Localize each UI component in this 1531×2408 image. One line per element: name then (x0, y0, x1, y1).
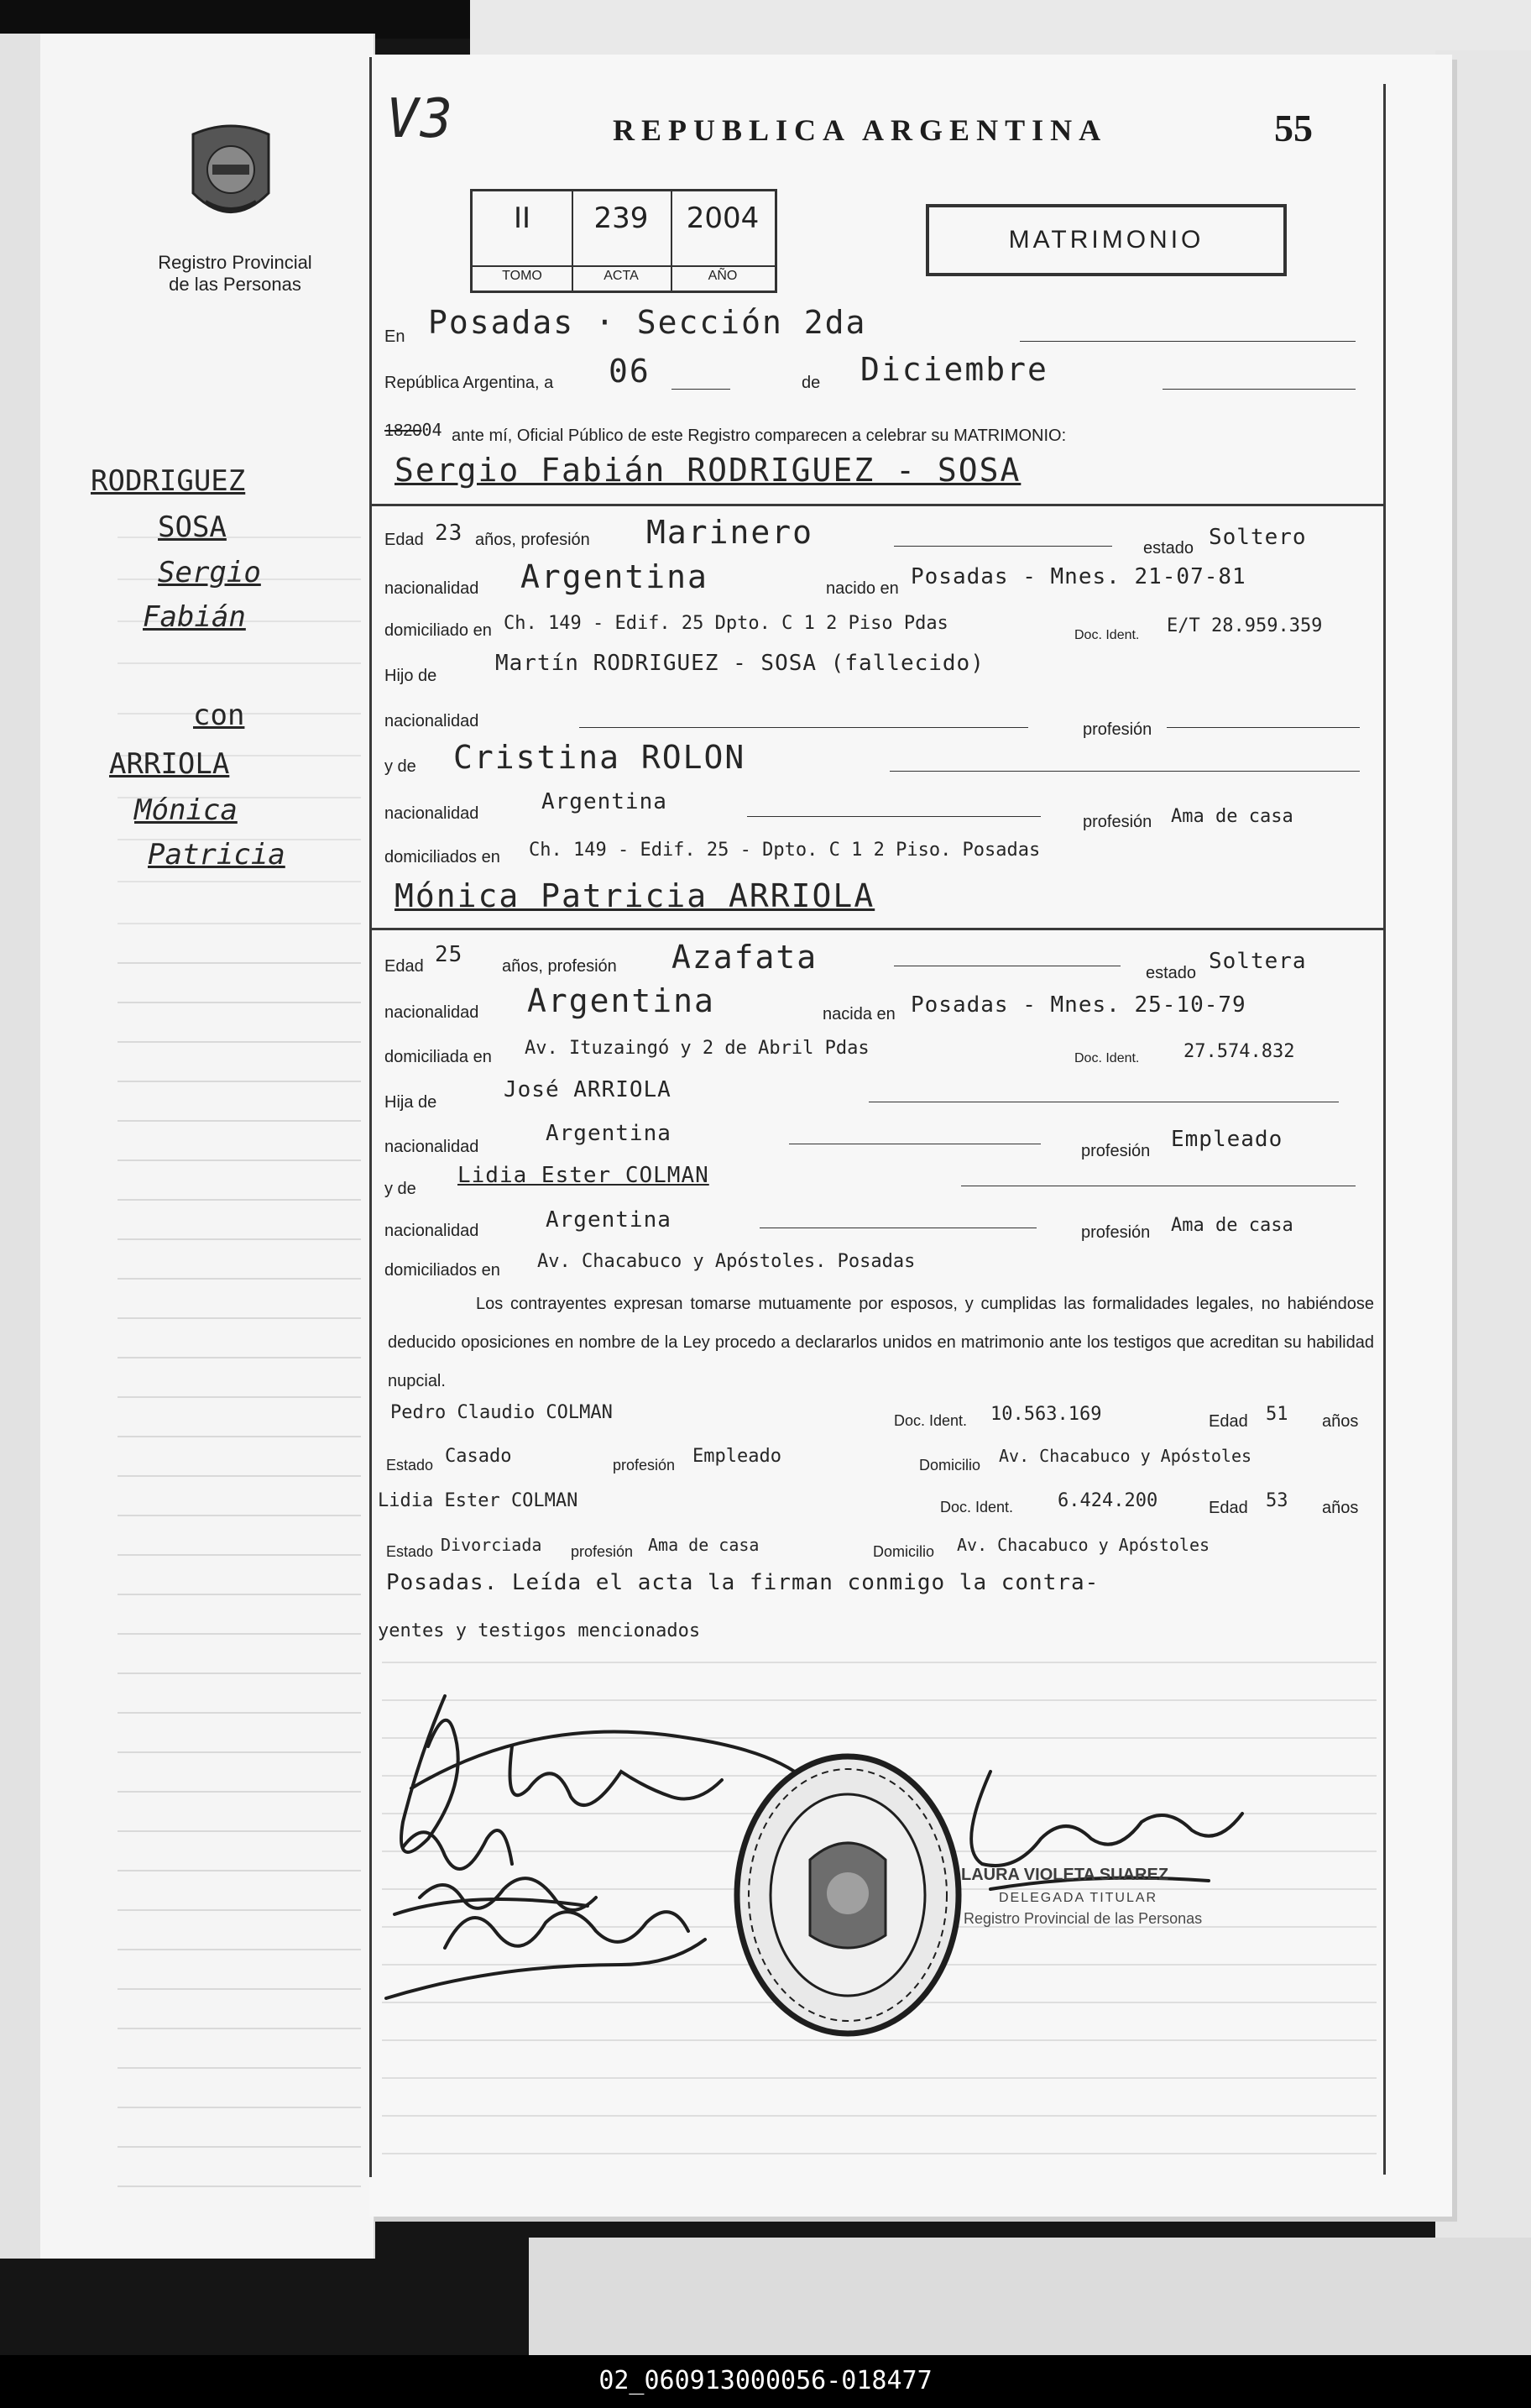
groom-estado-label: estado (1143, 539, 1194, 558)
groom-nacionalidad: Argentina (520, 558, 708, 595)
bride-doc-label: Doc. Ident. (1074, 1051, 1140, 1065)
witness1-doc-label: Doc. Ident. (894, 1412, 968, 1429)
day-line (671, 389, 730, 390)
bride-hija-label: Hija de (384, 1093, 437, 1112)
witness2-prof: Ama de casa (648, 1535, 760, 1555)
margin-bride-given-1: Mónica (134, 793, 238, 827)
groom-padres-dom-label: domiciliados en (384, 848, 500, 866)
bride-madre-prof-label: profesión (1081, 1223, 1151, 1242)
bride-nacida: Posadas - Mnes. 25-10-79 (911, 992, 1246, 1018)
margin-groom-given-1: Sergio (158, 556, 261, 589)
groom-hijo-label: Hijo de (384, 667, 437, 685)
official-name: LAURA VIOLETA SUAREZ (961, 1866, 1169, 1884)
bride-madre: Lidia Ester COLMAN (457, 1163, 709, 1188)
bride-nacida-label: nacida en (823, 1005, 896, 1023)
groom-estado: Soltero (1209, 525, 1307, 550)
tomo-acta-ano-box (470, 189, 777, 293)
margin-bride-surname: ARRIOLA (109, 747, 230, 781)
groom-madre-prof: Ama de casa (1171, 806, 1293, 827)
bride-doc: 27.574.832 (1184, 1041, 1295, 1062)
en-label: En (384, 327, 405, 346)
bride-estado-label: estado (1146, 964, 1197, 982)
closing-line-1: Posadas. Leída el acta la firman conmigo la contra- (386, 1570, 1100, 1595)
bride-padres-dom-label: domiciliados en (384, 1261, 500, 1280)
ano-value: 2004 (686, 202, 760, 235)
witness2-anos-label: años (1322, 1499, 1359, 1517)
day-field: 06 (609, 353, 651, 390)
groom-padre-prof-label: profesión (1083, 720, 1152, 739)
witness1-dom-label: Domicilio (919, 1457, 981, 1474)
ano-label: AÑO (671, 265, 775, 284)
witness1-dom: Av. Chacabuco y Apóstoles (999, 1446, 1252, 1466)
groom-padre: Martín RODRIGUEZ - SOSA (fallecido) (495, 651, 985, 676)
bride-profesion: Azafata (671, 939, 818, 976)
bride-divider (372, 928, 1383, 930)
registry-name: Registro Provincial de las Personas (158, 252, 312, 295)
official-stamp-icon (730, 1751, 965, 2040)
witness2-doc-label: Doc. Ident. (940, 1499, 1014, 1515)
groom-doc-label: Doc. Ident. (1074, 628, 1140, 642)
groom-madre-nac: Argentina (541, 789, 667, 814)
acta-value: 239 (593, 202, 649, 235)
country-title: REPUBLICA ARGENTINA (613, 113, 1108, 147)
year-label (384, 420, 442, 441)
bride-dom-label: domiciliada en (384, 1048, 492, 1066)
groom-profesion: Marinero (646, 514, 814, 551)
groom-padre-nac-label: nacionalidad (384, 712, 479, 730)
bride-nacionalidad: Argentina (527, 982, 715, 1019)
bride-yde-label: y de (384, 1180, 416, 1198)
groom-yde-label: y de (384, 757, 416, 776)
republic-label: República Argentina, a (384, 374, 554, 392)
bride-padre-nac-label: nacionalidad (384, 1138, 479, 1156)
page-right-border (1383, 84, 1386, 2175)
witness1-edad-label: Edad (1209, 1412, 1248, 1431)
groom-madre-nac-line (747, 816, 1041, 817)
margin-bride-given-2: Patricia (148, 838, 285, 872)
groom-doc: E/T 28.959.359 (1167, 615, 1323, 636)
witness1-doc: 10.563.169 (990, 1404, 1102, 1425)
witness1-estado: Casado (445, 1446, 512, 1467)
bride-edad-label: Edad (384, 957, 424, 976)
witness2-estado: Divorciada (441, 1535, 542, 1555)
groom-madre-line (890, 771, 1360, 772)
official-title: DELEGADA TITULAR (999, 1891, 1158, 1905)
initials-mark: V3 (386, 88, 455, 150)
bride-padre-prof: Empleado (1171, 1127, 1283, 1152)
declaration-text: Los contrayentes expresan tomarse mutuamente por esposos, y cumplidas las formalidades legales, no habiéndose deducido oposiciones en nombre de la Ley procedo a declararlos unidos en matrimonio ante los testigos que acreditan su habilidad nupcial. (388, 1295, 1374, 1390)
groom-padre-nac-line (579, 727, 1028, 728)
witness2-edad: 53 (1266, 1490, 1288, 1511)
groom-edad-label: Edad (384, 531, 424, 549)
tomo-value: II (513, 202, 531, 235)
bride-madre-nac-label: nacionalidad (384, 1222, 479, 1240)
witness1-edad: 51 (1266, 1404, 1288, 1425)
acta-label: ACTA (572, 265, 671, 284)
groom-name: Sergio Fabián RODRIGUEZ - SOSA (395, 452, 1022, 489)
witness2-prof-label: profesión (571, 1543, 634, 1560)
place-line (1020, 341, 1356, 342)
witness1-name: Pedro Claudio COLMAN (390, 1402, 613, 1423)
year-written: 04 (421, 420, 442, 440)
witness2-name: Lidia Ester COLMAN (378, 1490, 578, 1511)
groom-nacido: Posadas - Mnes. 21-07-81 (911, 564, 1246, 589)
year-struck: 1820 (384, 421, 422, 440)
place-field: Posadas · Sección 2da (428, 304, 867, 341)
bride-nac-label: nacionalidad (384, 1003, 479, 1022)
witness2-dom: Av. Chacabuco y Apóstoles (957, 1535, 1210, 1555)
groom-domicilio: Ch. 149 - Edif. 25 Dpto. C 1 2 Piso Pdas (504, 613, 948, 634)
act-type-box: MATRIMONIO (926, 204, 1287, 276)
groom-madre-prof-label: profesión (1083, 813, 1152, 831)
scan-caption: 02_060913000056-018477 (598, 2366, 933, 2395)
witness2-estado-label: Estado (386, 1543, 434, 1560)
witness2-dom-label: Domicilio (873, 1543, 935, 1560)
bride-padre: José ARRIOLA (504, 1077, 671, 1102)
margin-con: con (193, 699, 245, 732)
groom-prof-line (894, 546, 1112, 547)
tomo-label: TOMO (473, 265, 572, 284)
bride-name: Mónica Patricia ARRIOLA (395, 877, 875, 914)
groom-madre-nac-label: nacionalidad (384, 804, 479, 823)
month-field: Diciembre (860, 351, 1048, 388)
bride-edad: 25 (435, 942, 463, 967)
groom-madre: Cristina ROLON (453, 739, 746, 776)
bride-madre-nac: Argentina (546, 1207, 671, 1233)
witness2-doc: 6.424.200 (1058, 1490, 1158, 1511)
witness1-estado-label: Estado (386, 1457, 434, 1474)
de-label: de (802, 374, 821, 392)
bride-padres-dom: Av. Chacabuco y Apóstoles. Posadas (537, 1251, 916, 1272)
bride-domicilio: Av. Ituzaingó y 2 de Abril Pdas (525, 1038, 870, 1059)
groom-divider (372, 504, 1383, 506)
witness2-edad-label: Edad (1209, 1499, 1248, 1517)
margin-groom-surname-2: SOSA (158, 510, 227, 544)
intro-text: ante mí, Oficial Público de este Registro comparecen a celebrar su MATRIMONIO: (452, 427, 1067, 445)
groom-nac-label: nacionalidad (384, 579, 479, 598)
closing-line-2: yentes y testigos mencionados (378, 1620, 701, 1641)
official-office: Registro Provincial de las Personas (964, 1910, 1203, 1927)
groom-padres-dom: Ch. 149 - Edif. 25 - Dpto. C 1 2 Piso. Posadas (529, 840, 1041, 861)
groom-prof-label: años, profesión (475, 531, 590, 549)
groom-dom-label: domiciliado en (384, 621, 492, 640)
witness1-prof-label: profesión (613, 1457, 676, 1474)
bride-estado: Soltera (1209, 949, 1307, 974)
bride-prof-label: años, profesión (502, 957, 617, 976)
witness1-anos-label: años (1322, 1412, 1359, 1431)
groom-padre-prof-line (1167, 727, 1360, 728)
month-line (1163, 389, 1356, 390)
margin-groom-surname-1: RODRIGUEZ (91, 464, 246, 498)
margin-groom-given-2: Fabián (143, 600, 246, 634)
bride-padre-prof-label: profesión (1081, 1142, 1151, 1160)
page-number: 55 (1274, 107, 1313, 149)
witness1-prof: Empleado (692, 1446, 781, 1467)
bride-madre-prof: Ama de casa (1171, 1215, 1293, 1236)
groom-edad: 23 (435, 521, 463, 546)
groom-nacido-label: nacido en (826, 579, 899, 598)
bride-padre-nac: Argentina (546, 1121, 671, 1146)
